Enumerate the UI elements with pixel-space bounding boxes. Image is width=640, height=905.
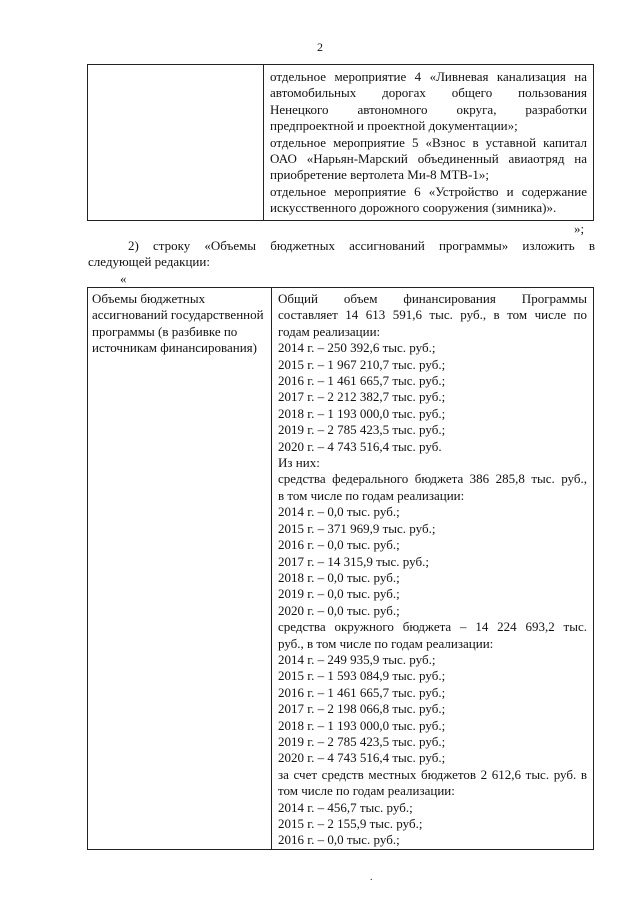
table-line: 2016 г. – 0,0 тыс. руб.; [278, 537, 400, 553]
table-line: за счет средств местных бюджетов 2 612,6 тыс. руб. в [278, 766, 587, 782]
table-line: средства окружного бюджета – 14 224 693,2 тыс. [278, 619, 587, 635]
table-line: 2017 г. – 2 198 066,8 тыс. руб.; [278, 701, 446, 717]
table-line: 2019 г. – 2 785 423,5 тыс. руб.; [278, 422, 446, 438]
table-line: автомобильных дорогах общего пользования [270, 85, 587, 101]
table-cell-measures [264, 65, 594, 221]
table-line: 2018 г. – 1 193 000,0 тыс. руб.; [278, 717, 446, 733]
table-line: 2015 г. – 2 155,9 тыс. руб.; [278, 816, 423, 831]
table-line: средства федерального бюджета 386 285,8 тыс. руб., [278, 471, 587, 487]
table-line: составляет 14 613 591,6 тыс. руб., в том числе по [278, 307, 587, 323]
table-line: 2020 г. – 4 743 516,4 тыс. руб.; [278, 750, 446, 766]
paragraph-line [88, 238, 595, 254]
table-line: 2014 г. – 456,7 тыс. руб.; [278, 799, 413, 815]
table-line: 2019 г. – 2 785 423,5 тыс. руб.; [278, 733, 446, 749]
table-line: Общий объем финансирования Программы [278, 291, 587, 306]
table-line: 2018 г. – 0,0 тыс. руб.; [278, 569, 400, 585]
row-label: Объемы бюджетных ассигнований государственной программы (в разбивке по источникам финансирования) [92, 291, 264, 356]
table-line: 2015 г. – 1 967 210,7 тыс. руб.; [278, 356, 446, 372]
table-line: 2020 г. – 0,0 тыс. руб.; [278, 602, 400, 618]
table-row [88, 288, 594, 850]
footer-mark: . [370, 872, 373, 883]
table-line: 2014 г. – 250 392,6 тыс. руб.; [278, 340, 436, 356]
table-line: искусственного дорожного сооружения (зимника)». [270, 200, 557, 216]
table-line: 2014 г. – 0,0 тыс. руб.; [278, 504, 400, 520]
paragraph-text: 2) строку «Объемы бюджетных ассигнований программы» изложить в [128, 238, 595, 253]
table-line: Ненецкого автономного округа, разработки [270, 101, 587, 117]
table-line: приобретение вертолета Ми-8 МТВ-1»; [270, 167, 490, 183]
table-line: 2015 г. – 371 969,9 тыс. руб.; [278, 520, 436, 536]
opening-quote: « [120, 271, 127, 286]
table-line: 2019 г. – 0,0 тыс. руб.; [278, 586, 400, 602]
table-cell-label [88, 288, 272, 850]
table-line: 2014 г. – 249 935,9 тыс. руб.; [278, 651, 436, 667]
table-cell-empty [88, 65, 264, 221]
table-line: отдельное мероприятие 5 «Взнос в уставной капитал [270, 134, 587, 150]
table-line: 2018 г. – 1 193 000,0 тыс. руб.; [278, 405, 446, 421]
closing-quote: »; [574, 221, 585, 236]
page-number: 2 [317, 40, 323, 54]
paragraph-line: следующей редакции: [88, 254, 210, 269]
table-line: 2016 г. – 1 461 665,7 тыс. руб.; [278, 373, 446, 389]
table-line: руб., в том числе по годам реализации: [278, 635, 494, 651]
budget-table [87, 287, 594, 850]
table-row [88, 65, 594, 221]
table-cell-values [272, 288, 594, 850]
table-line: годам реализации: [278, 323, 381, 339]
table-line: отдельное мероприятие 4 «Ливневая канализация на [270, 69, 587, 84]
table-line: Из них: [278, 455, 320, 471]
table-line: 2020 г. – 4 743 516,4 тыс. руб. [278, 438, 442, 454]
table-line: 2015 г. – 1 593 084,9 тыс. руб.; [278, 668, 446, 684]
table-line: 2017 г. – 2 212 382,7 тыс. руб.; [278, 389, 446, 405]
table-line: 2016 г. – 1 461 665,7 тыс. руб.; [278, 684, 446, 700]
continuation-table [87, 64, 594, 221]
table-line: 2016 г. – 0,0 тыс. руб.; [278, 832, 400, 848]
table-line: в том числе по годам реализации: [278, 487, 465, 503]
table-line: отдельное мероприятие 6 «Устройство и содержание [270, 183, 587, 199]
table-line: том числе по годам реализации: [278, 783, 455, 799]
table-line: 2017 г. – 14 315,9 тыс. руб.; [278, 553, 429, 569]
table-line: предпроектной и проектной документации»; [270, 118, 518, 134]
table-line: ОАО «Нарьян-Марский объединенный авиаотряд на [270, 151, 587, 167]
